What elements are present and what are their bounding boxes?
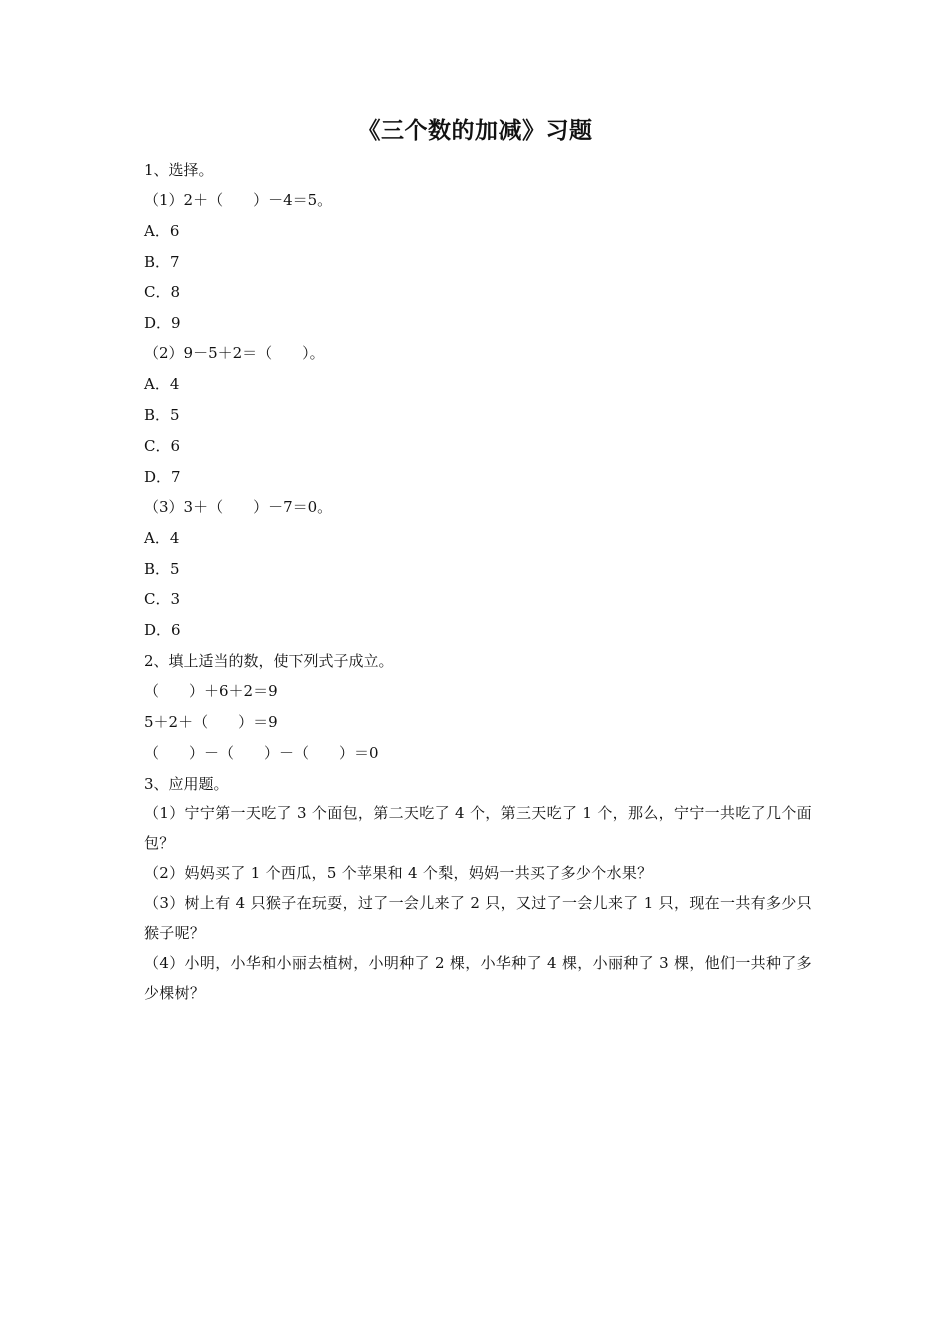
- section-2-heading: 2、填上适当的数，使下列式子成立。: [144, 652, 394, 670]
- question-3-option-c: C．3: [144, 590, 181, 608]
- question-3-option-b: B．5: [144, 560, 180, 578]
- word-problem-3: （3）树上有 4 只猴子在玩耍，过了一会儿来了 2 只，又过了一会儿来了 1 只，现在一共有多少只猴子呢？: [144, 894, 812, 942]
- question-1-option-d: D．9: [144, 314, 181, 332]
- question-2-option-b: B．5: [144, 406, 180, 424]
- fill-equation-3: （ ）－（ ）－（ ）＝0: [144, 744, 379, 762]
- question-3-stem: （3）3＋（ ）－7＝0。: [144, 498, 333, 516]
- word-problem-1: （1）宁宁第一天吃了 3 个面包，第二天吃了 4 个，第三天吃了 1 个，那么，宁宁一共吃了几个面包？: [144, 804, 812, 852]
- question-2-option-c: C．6: [144, 437, 181, 455]
- section-3-heading: 3、应用题。: [144, 775, 229, 793]
- question-2-option-d: D．7: [144, 468, 181, 486]
- word-problem-2: （2）妈妈买了 1 个西瓜，5 个苹果和 4 个梨，妈妈一共买了多少个水果？: [144, 864, 653, 882]
- question-3-option-d: D．6: [144, 621, 181, 639]
- question-1-stem: （1）2＋（ ）－4＝5。: [144, 191, 333, 209]
- page-title: 《三个数的加减》习题: [357, 117, 593, 144]
- question-3-option-a: A．4: [144, 529, 180, 547]
- fill-equation-1: （ ）＋6＋2＝9: [144, 682, 278, 700]
- word-problem-4: （4）小明，小华和小丽去植树，小明种了 2 棵，小华种了 4 棵，小丽种了 3 棵，他们一共种了多少棵树？: [144, 954, 812, 1002]
- question-1-option-c: C．8: [144, 283, 181, 301]
- question-1-option-b: B．7: [144, 253, 180, 271]
- section-1-heading: 1、选择。: [144, 161, 214, 179]
- question-1-option-a: A．6: [144, 222, 180, 240]
- fill-equation-2: 5＋2＋（ ）＝9: [144, 713, 278, 731]
- question-2-stem: （2）9－5＋2＝（ ）。: [144, 344, 325, 362]
- question-2-option-a: A．4: [144, 375, 180, 393]
